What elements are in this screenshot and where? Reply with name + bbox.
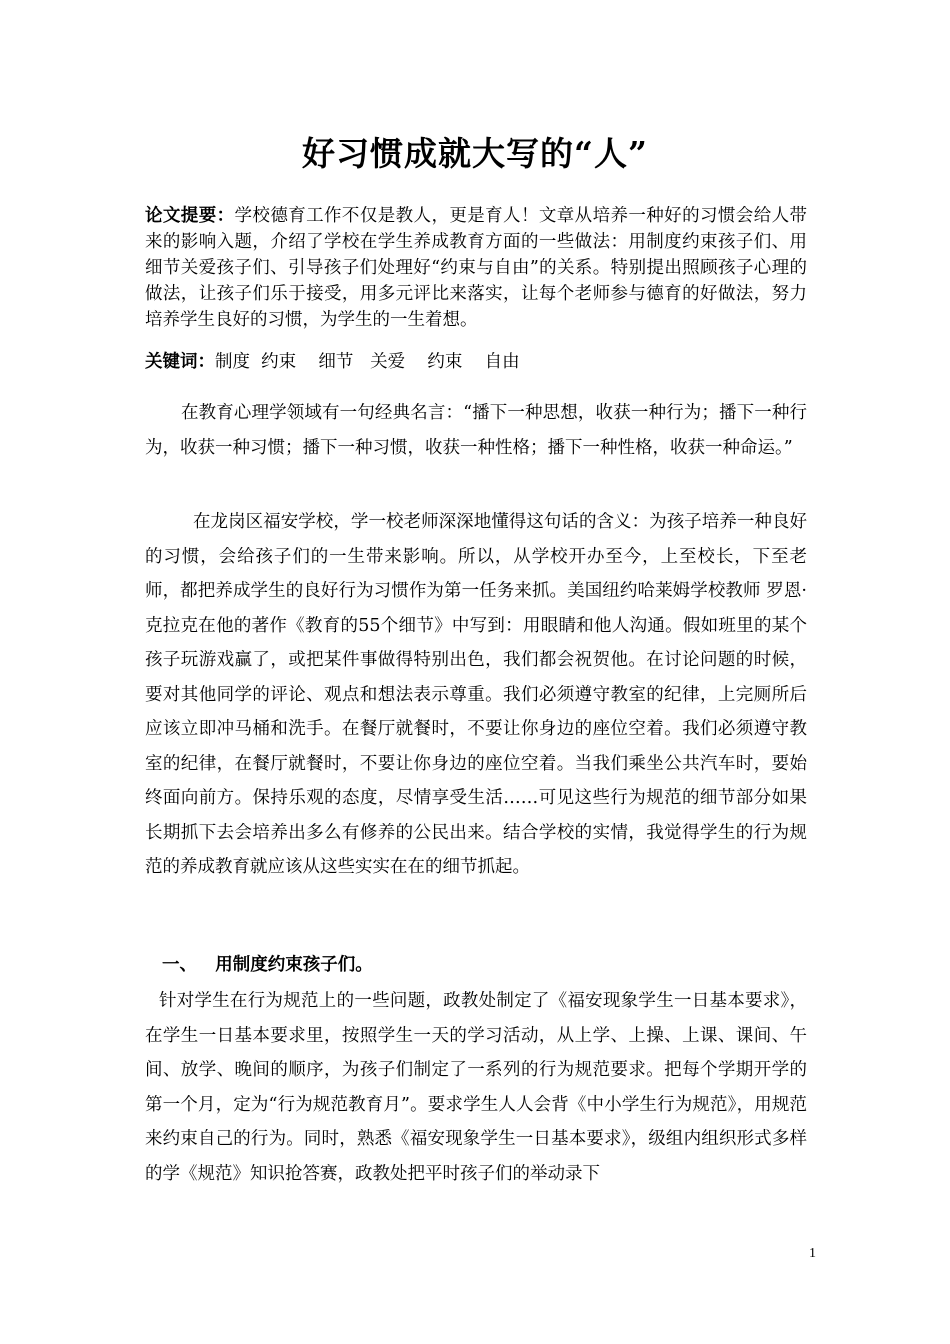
- section-paragraph: 针对学生在行为规范上的一些问题，政教处制定了《福安现象学生一日基本要求》，在学生一日基本要求里，按照学生一天的学习活动，从上学、上操、上课、课间、午间、放学、晚间的顺序，为孩子们制定了一系列的行为规范要求。把每个学期开学的第一个月，定为“行为规范教育月”。要求学生人人会背《中小学生行为规范》，用规范来约束自己的行为。同时，熟悉《福安现象学生一日基本要求》，级组内组织形式多样的学《规范》知识抢答赛，政教处把平时孩子们的举动录下: [145, 991, 807, 1184]
- page-number: 1: [809, 1246, 816, 1261]
- keywords-text: 制度 约束 细节 关爱 约束 自由: [215, 352, 520, 372]
- abstract-label: 论文提要：: [145, 206, 235, 226]
- abstract: [145, 203, 807, 333]
- paragraph-quote: 在教育心理学领域有一句经典名言：“播下一种思想，收获一种行为；播下一种行为，收获一种习惯；播下一种习惯，收获一种性格；播下一种性格，收获一种命运。”: [145, 403, 807, 458]
- paragraph-intro: 在龙岗区福安学校，学一校老师深深地懂得这句话的含义：为孩子培养一种良好的习惯，会给孩子们的一生带来影响。所以，从学校开办至今，上至校长，下至老师，都把养成学生的良好行为习惯作为第一任务来抓。美国纽约哈莱姆学校教师 罗恩·克拉克在他的著作《教育的55个细节》中写到：用眼睛和他人沟通。假如班里的某个孩子玩游戏赢了，或把某件事做得特别出色，我们都会祝贺他。在讨论问题的时候，要对其他同学的评论、观点和想法表示尊重。我们必须遵守教室的纪律，上完厕所后应该立即冲马桶和洗手。在餐厅就餐时，不要让你身边的座位空着。我们必须遵守教室的纪律，在餐厅就餐时，不要让你身边的座位空着。当我们乘坐公共汽车时，要始终面向前方。保持乐观的态度，尽情享受生活……可见这些行为规范的细节部分如果长期抓下去会培养出多么有修养的公民出来。结合学校的实情，我觉得学生的行为规范的养成教育就应该从这些实实在在的细节抓起。: [145, 512, 807, 877]
- keywords-label: 关键词：: [145, 352, 215, 372]
- section-heading: 一、 用制度约束孩子们。: [162, 955, 373, 975]
- keywords: [145, 349, 807, 375]
- document-title: 好习惯成就大写的“人”: [302, 134, 648, 173]
- abstract-text: 学校德育工作不仅是教人，更是育人！文章从培养一种好的习惯会给人带来的影响入题，介绍了学校在学生养成教育方面的一些做法：用制度约束孩子们、用细节关爱孩子们、引导孩子们处理好“约束与自由”的关系。特别提出照顾孩子心理的做法，让孩子们乐于接受，用多元评比来落实，让每个老师参与德育的好做法，努力培养学生良好的习惯，为学生的一生着想。: [145, 206, 807, 330]
